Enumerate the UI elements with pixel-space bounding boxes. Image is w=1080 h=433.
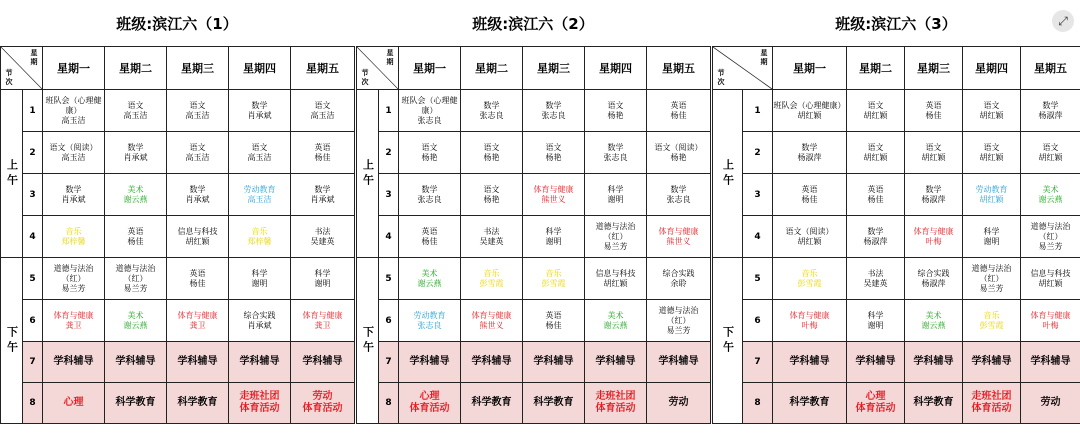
lesson-cell: 语文 杨艳 — [585, 90, 647, 132]
lesson-cell: 班队会（心理健康） 高玉洁 — [43, 90, 105, 132]
lesson-cell: 英语 杨佳 — [291, 132, 355, 174]
corner-header — [1, 47, 43, 90]
lesson-cell: 学科辅导 — [905, 342, 963, 383]
period-number: 1 — [23, 90, 43, 132]
lesson-cell: 科学教育 — [105, 383, 167, 424]
lesson-cell: 综合实践 肖承斌 — [229, 300, 291, 342]
lesson-cell: 语文 胡红颖 — [963, 132, 1021, 174]
class-panel-2 — [356, 0, 710, 433]
lesson-cell: 科学 谢明 — [291, 258, 355, 300]
period-number: 4 — [379, 216, 399, 258]
lesson-cell: 美术 谢云燕 — [399, 258, 461, 300]
lesson-cell: 综合实践 杨淑萍 — [905, 258, 963, 300]
period-number: 4 — [23, 216, 43, 258]
table-row — [357, 90, 711, 132]
lesson-cell: 体育与健康 叶梅 — [905, 216, 963, 258]
lesson-cell: 走班社团 体育活动 — [229, 383, 291, 424]
class-title: 班级:滨江六（1） — [116, 14, 238, 33]
table-row — [713, 342, 1080, 383]
day-header: 星期二 — [461, 47, 523, 90]
lesson-cell: 科学教育 — [773, 383, 847, 424]
lesson-cell: 音乐 彭雪霞 — [773, 258, 847, 300]
period-number: 2 — [23, 132, 43, 174]
table-row — [357, 258, 711, 300]
lesson-cell: 劳动教育 胡红颖 — [963, 174, 1021, 216]
lesson-cell: 科学 谢明 — [585, 174, 647, 216]
period-number: 3 — [23, 174, 43, 216]
period-number: 6 — [743, 300, 773, 342]
lesson-cell: 道德与法治 （红） 易兰芳 — [1021, 216, 1080, 258]
lesson-cell: 语文 高玉洁 — [105, 90, 167, 132]
lesson-cell: 数学 肖承斌 — [167, 174, 229, 216]
period-number: 1 — [379, 90, 399, 132]
day-header: 星期三 — [905, 47, 963, 90]
table-row — [357, 300, 711, 342]
lesson-cell: 科学 谢明 — [847, 300, 905, 342]
table-row — [1, 300, 355, 342]
lesson-cell: 美术 谢云燕 — [905, 300, 963, 342]
lesson-cell: 心理 体育活动 — [847, 383, 905, 424]
day-header: 星期二 — [847, 47, 905, 90]
lesson-cell: 科学 谢明 — [229, 258, 291, 300]
lesson-cell: 数学 杨淑萍 — [905, 174, 963, 216]
lesson-cell: 语文（阅读） 杨艳 — [647, 132, 711, 174]
lesson-cell: 语文（阅读） 胡红颖 — [773, 216, 847, 258]
lesson-cell: 数学 肖承斌 — [229, 90, 291, 132]
lesson-cell: 美术 谢云燕 — [1021, 174, 1080, 216]
lesson-cell: 音乐 郑梓馨 — [43, 216, 105, 258]
lesson-cell: 学科辅导 — [847, 342, 905, 383]
lesson-cell: 音乐 彭雪霞 — [461, 258, 523, 300]
lesson-cell: 学科辅导 — [1021, 342, 1080, 383]
lesson-cell: 科学教育 — [905, 383, 963, 424]
lesson-cell: 班队会（心理健康） 胡红颖 — [773, 90, 847, 132]
lesson-cell: 劳动 体育活动 — [291, 383, 355, 424]
lesson-cell: 数学 杨淑萍 — [1021, 90, 1080, 132]
lesson-cell: 劳动 — [1021, 383, 1080, 424]
class-title: 班级:滨江六（2） — [472, 14, 594, 33]
lesson-cell: 劳动教育 张志良 — [399, 300, 461, 342]
lesson-cell: 语文 杨艳 — [523, 132, 585, 174]
lesson-cell: 语文 杨艳 — [461, 132, 523, 174]
table-row — [1, 258, 355, 300]
period-number: 3 — [743, 174, 773, 216]
lesson-cell: 学科辅导 — [963, 342, 1021, 383]
day-header: 星期五 — [1021, 47, 1080, 90]
period-number: 8 — [23, 383, 43, 424]
lesson-cell: 语文 胡红颖 — [1021, 132, 1080, 174]
corner-header — [357, 47, 399, 90]
lesson-cell: 学科辅导 — [291, 342, 355, 383]
lesson-cell: 语文（阅读） 高玉洁 — [43, 132, 105, 174]
lesson-cell: 书法 吴建英 — [461, 216, 523, 258]
afternoon-label: 下午 — [713, 258, 743, 424]
corner-bottom-label: 节次 — [5, 69, 13, 86]
lesson-cell: 数学 肖承斌 — [291, 174, 355, 216]
lesson-cell: 信息与科技 胡红颖 — [585, 258, 647, 300]
lesson-cell: 体育与健康 熊世义 — [461, 300, 523, 342]
lesson-cell: 数学 张志良 — [523, 90, 585, 132]
day-header: 星期四 — [585, 47, 647, 90]
lesson-cell: 数学 杨淑萍 — [773, 132, 847, 174]
lesson-cell: 体育与健康 龚卫 — [291, 300, 355, 342]
lesson-cell: 英语 杨佳 — [167, 258, 229, 300]
afternoon-label: 下午 — [357, 258, 379, 424]
lesson-cell: 心理 — [43, 383, 105, 424]
corner-header — [713, 47, 773, 90]
lesson-cell: 语文 杨艳 — [461, 174, 523, 216]
lesson-cell: 学科辅导 — [647, 342, 711, 383]
lesson-cell: 体育与健康 龚卫 — [167, 300, 229, 342]
lesson-cell: 道德与法治 （红） 易兰芳 — [963, 258, 1021, 300]
lesson-cell: 音乐 彭雪霞 — [523, 258, 585, 300]
lesson-cell: 科学教育 — [523, 383, 585, 424]
lesson-cell: 语文 高玉洁 — [167, 90, 229, 132]
lesson-cell: 数学 张志良 — [647, 174, 711, 216]
lesson-cell: 体育与健康 熊世义 — [647, 216, 711, 258]
lesson-cell: 语文 高玉洁 — [291, 90, 355, 132]
corner-top-label: 星期 — [30, 49, 38, 66]
period-number: 5 — [743, 258, 773, 300]
table-row — [713, 383, 1080, 424]
lesson-cell: 综合实践 余聆 — [647, 258, 711, 300]
corner-top-label: 星期 — [386, 49, 394, 66]
period-number: 2 — [743, 132, 773, 174]
period-number: 8 — [743, 383, 773, 424]
lesson-cell: 道德与法治 （红） 易兰芳 — [105, 258, 167, 300]
lesson-cell: 学科辅导 — [461, 342, 523, 383]
lesson-cell: 语文 胡红颖 — [847, 132, 905, 174]
lesson-cell: 数学 张志良 — [461, 90, 523, 132]
lesson-cell: 美术 谢云燕 — [105, 174, 167, 216]
lesson-cell: 科学教育 — [167, 383, 229, 424]
day-header: 星期三 — [523, 47, 585, 90]
expand-icon[interactable]: ⤢ — [1052, 10, 1074, 32]
class-panel-3 — [712, 0, 1080, 433]
lesson-cell: 书法 吴建英 — [847, 258, 905, 300]
lesson-cell: 美术 谢云燕 — [585, 300, 647, 342]
lesson-cell: 英语 杨佳 — [647, 90, 711, 132]
lesson-cell: 走班社团 体育活动 — [585, 383, 647, 424]
corner-bottom-label: 节次 — [361, 69, 369, 86]
table-row — [1, 216, 355, 258]
lesson-cell: 美术 谢云燕 — [105, 300, 167, 342]
lesson-cell: 体育与健康 叶梅 — [1021, 300, 1080, 342]
lesson-cell: 音乐 彭雪霞 — [963, 300, 1021, 342]
table-row — [1, 90, 355, 132]
period-number: 3 — [379, 174, 399, 216]
period-number: 5 — [23, 258, 43, 300]
lesson-cell: 学科辅导 — [773, 342, 847, 383]
lesson-cell: 英语 杨佳 — [105, 216, 167, 258]
period-number: 7 — [743, 342, 773, 383]
table-row — [357, 342, 711, 383]
table-row — [713, 132, 1080, 174]
table-row — [357, 174, 711, 216]
table-row — [1, 132, 355, 174]
lesson-cell: 学科辅导 — [43, 342, 105, 383]
afternoon-label: 下午 — [1, 258, 23, 424]
day-header: 星期四 — [229, 47, 291, 90]
lesson-cell: 语文 高玉洁 — [229, 132, 291, 174]
table-row — [1, 383, 355, 424]
lesson-cell: 道德与法治 （红） 易兰芳 — [43, 258, 105, 300]
lesson-cell: 学科辅导 — [399, 342, 461, 383]
corner-top-label: 星期 — [760, 49, 768, 66]
day-header: 星期五 — [291, 47, 355, 90]
lesson-cell: 心理 体育活动 — [399, 383, 461, 424]
lesson-cell: 语文 杨艳 — [399, 132, 461, 174]
lesson-cell: 体育与健康 熊世义 — [523, 174, 585, 216]
lesson-cell: 数学 杨淑萍 — [847, 216, 905, 258]
lesson-cell: 学科辅导 — [585, 342, 647, 383]
lesson-cell: 科学 谢明 — [523, 216, 585, 258]
lesson-cell: 书法 吴建英 — [291, 216, 355, 258]
lesson-cell: 语文 胡红颖 — [963, 90, 1021, 132]
day-header: 星期一 — [399, 47, 461, 90]
lesson-cell: 科学 谢明 — [963, 216, 1021, 258]
lesson-cell: 道德与法治 （红） 易兰芳 — [585, 216, 647, 258]
lesson-cell: 音乐 郑梓馨 — [229, 216, 291, 258]
timetable — [356, 46, 711, 424]
table-row — [713, 174, 1080, 216]
table-row — [357, 216, 711, 258]
lesson-cell: 信息与科技 胡红颖 — [167, 216, 229, 258]
lesson-cell: 数学 肖承斌 — [105, 132, 167, 174]
period-number: 7 — [379, 342, 399, 383]
table-row — [357, 132, 711, 174]
lesson-cell: 数学 肖承斌 — [43, 174, 105, 216]
lesson-cell: 道德与法治 （红） 易兰芳 — [647, 300, 711, 342]
period-number: 2 — [379, 132, 399, 174]
lesson-cell: 语文 胡红颖 — [905, 132, 963, 174]
lesson-cell: 学科辅导 — [523, 342, 585, 383]
lesson-cell: 英语 杨佳 — [847, 174, 905, 216]
period-number: 5 — [379, 258, 399, 300]
table-row — [357, 383, 711, 424]
lesson-cell: 体育与健康 叶梅 — [773, 300, 847, 342]
lesson-cell: 学科辅导 — [167, 342, 229, 383]
morning-label: 上午 — [357, 90, 379, 258]
lesson-cell: 数学 张志良 — [399, 174, 461, 216]
lesson-cell: 班队会（心理健康） 张志良 — [399, 90, 461, 132]
morning-label: 上午 — [1, 90, 23, 258]
timetable — [0, 46, 355, 424]
day-header: 星期一 — [43, 47, 105, 90]
day-header: 星期一 — [773, 47, 847, 90]
class-title: 班级:滨江六（3） — [835, 14, 957, 33]
table-row — [713, 90, 1080, 132]
period-number: 1 — [743, 90, 773, 132]
lesson-cell: 语文 高玉洁 — [167, 132, 229, 174]
class-panel-1 — [0, 0, 354, 433]
lesson-cell: 英语 杨佳 — [773, 174, 847, 216]
table-row — [1, 342, 355, 383]
table-row — [713, 300, 1080, 342]
lesson-cell: 劳动 — [647, 383, 711, 424]
day-header: 星期五 — [647, 47, 711, 90]
day-header: 星期二 — [105, 47, 167, 90]
period-number: 4 — [743, 216, 773, 258]
lesson-cell: 劳动教育 高玉洁 — [229, 174, 291, 216]
table-row — [713, 258, 1080, 300]
period-number: 7 — [23, 342, 43, 383]
lesson-cell: 英语 杨佳 — [523, 300, 585, 342]
corner-bottom-label: 节次 — [717, 69, 725, 86]
lesson-cell: 学科辅导 — [105, 342, 167, 383]
period-number: 6 — [379, 300, 399, 342]
lesson-cell: 语文 胡红颖 — [847, 90, 905, 132]
day-header: 星期四 — [963, 47, 1021, 90]
lesson-cell: 信息与科技 胡红颖 — [1021, 258, 1080, 300]
morning-label: 上午 — [713, 90, 743, 258]
lesson-cell: 体育与健康 龚卫 — [43, 300, 105, 342]
timetable — [712, 46, 1080, 424]
lesson-cell: 数学 张志良 — [585, 132, 647, 174]
lesson-cell: 科学教育 — [461, 383, 523, 424]
table-row — [713, 216, 1080, 258]
period-number: 8 — [379, 383, 399, 424]
lesson-cell: 走班社团 体育活动 — [963, 383, 1021, 424]
day-header: 星期三 — [167, 47, 229, 90]
lesson-cell: 英语 杨佳 — [399, 216, 461, 258]
period-number: 6 — [23, 300, 43, 342]
lesson-cell: 学科辅导 — [229, 342, 291, 383]
table-row — [1, 174, 355, 216]
lesson-cell: 英语 杨佳 — [905, 90, 963, 132]
